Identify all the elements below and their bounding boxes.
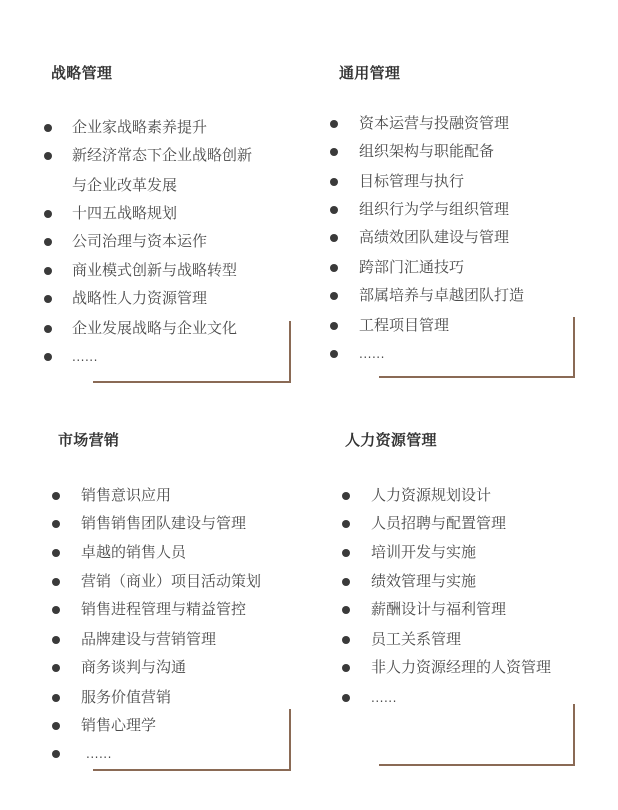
list-item-label: ......	[359, 347, 385, 361]
bullet-icon	[52, 722, 60, 730]
section-title-strategy: 战略管理	[51, 64, 113, 82]
bullet-icon	[52, 694, 60, 702]
bullet-icon	[330, 292, 338, 300]
bullet-icon	[52, 492, 60, 500]
corner-accent-line	[93, 321, 291, 383]
list-item-label: ......	[371, 691, 397, 705]
bullet-icon	[44, 152, 52, 160]
bullet-icon	[342, 606, 350, 614]
list-item-label: 员工关系管理	[371, 630, 462, 648]
corner-accent-line	[379, 317, 575, 378]
bullet-icon	[342, 578, 350, 586]
list-item-label: 十四五战略规划	[72, 204, 178, 222]
bullet-icon	[44, 210, 52, 218]
bullet-icon	[330, 178, 338, 186]
corner-accent-line	[93, 709, 291, 771]
bullet-icon	[330, 350, 338, 358]
list-item-label: 组织行为学与组织管理	[359, 200, 510, 218]
list-item-label: 营销（商业）项目活动策划	[81, 572, 262, 590]
bullet-icon	[52, 578, 60, 586]
list-item-label: 薪酬设计与福利管理	[371, 600, 507, 618]
bullet-icon	[44, 267, 52, 275]
list-item-label: ......	[72, 350, 98, 364]
list-item-label: 销售销售团队建设与管理	[81, 514, 247, 532]
bullet-icon	[330, 206, 338, 214]
bullet-icon	[44, 295, 52, 303]
list-item-label: 工程项目管理	[359, 316, 450, 334]
list-item-label: 组织架构与职能配备	[359, 142, 495, 160]
bullet-icon	[330, 120, 338, 128]
list-item-label: 绩效管理与实施	[371, 572, 477, 590]
bullet-icon	[330, 322, 338, 330]
list-item-label: 跨部门汇通技巧	[359, 258, 465, 276]
bullet-icon	[342, 636, 350, 644]
list-item-label: 新经济常态下企业战略创新	[72, 146, 253, 164]
bullet-icon	[330, 234, 338, 242]
bullet-icon	[44, 124, 52, 132]
list-item-label: 非人力资源经理的人资管理	[371, 658, 552, 676]
list-item-label: 品牌建设与营销管理	[81, 630, 217, 648]
list-item-continuation: 与企业改革发展	[72, 176, 178, 194]
bullet-icon	[342, 520, 350, 528]
bullet-icon	[52, 636, 60, 644]
bullet-icon	[342, 492, 350, 500]
bullet-icon	[44, 353, 52, 361]
list-item-label: 销售意识应用	[81, 486, 172, 504]
list-item-label: 资本运营与投融资管理	[359, 114, 510, 132]
bullet-icon	[52, 664, 60, 672]
list-item-label: 培训开发与实施	[371, 543, 477, 561]
list-item-label: 企业家战略素养提升	[72, 118, 208, 136]
bullet-icon	[52, 606, 60, 614]
list-item-label: 高绩效团队建设与管理	[359, 228, 510, 246]
list-item-label: 目标管理与执行	[359, 172, 465, 190]
bullet-icon	[342, 694, 350, 702]
bullet-icon	[330, 148, 338, 156]
list-item-label: 战略性人力资源管理	[72, 289, 208, 307]
bullet-icon	[342, 664, 350, 672]
bullet-icon	[52, 520, 60, 528]
bullet-icon	[44, 238, 52, 246]
list-item-label: 商务谈判与沟通	[81, 658, 187, 676]
section-title-general: 通用管理	[339, 64, 401, 82]
bullet-icon	[52, 750, 60, 758]
list-item-label: ......	[86, 747, 112, 761]
list-item-label: 人力资源规划设计	[371, 486, 492, 504]
list-item-label: 人员招聘与配置管理	[371, 514, 507, 532]
corner-accent-line	[379, 704, 575, 766]
bullet-icon	[52, 549, 60, 557]
list-item-label: 卓越的销售人员	[81, 543, 187, 561]
list-item-label: 销售进程管理与精益管控	[81, 600, 247, 618]
section-title-marketing: 市场营销	[58, 431, 120, 449]
list-item-label: 企业发展战略与企业文化	[72, 319, 238, 337]
list-item-label: 部属培养与卓越团队打造	[359, 286, 525, 304]
bullet-icon	[330, 264, 338, 272]
list-item-label: 商业模式创新与战略转型	[72, 261, 238, 279]
list-item-label: 服务价值营销	[81, 688, 172, 706]
list-item-label: 销售心理学	[81, 716, 157, 734]
bullet-icon	[44, 325, 52, 333]
section-title-hr: 人力资源管理	[345, 431, 437, 449]
list-item-label: 公司治理与资本运作	[72, 232, 208, 250]
bullet-icon	[342, 549, 350, 557]
